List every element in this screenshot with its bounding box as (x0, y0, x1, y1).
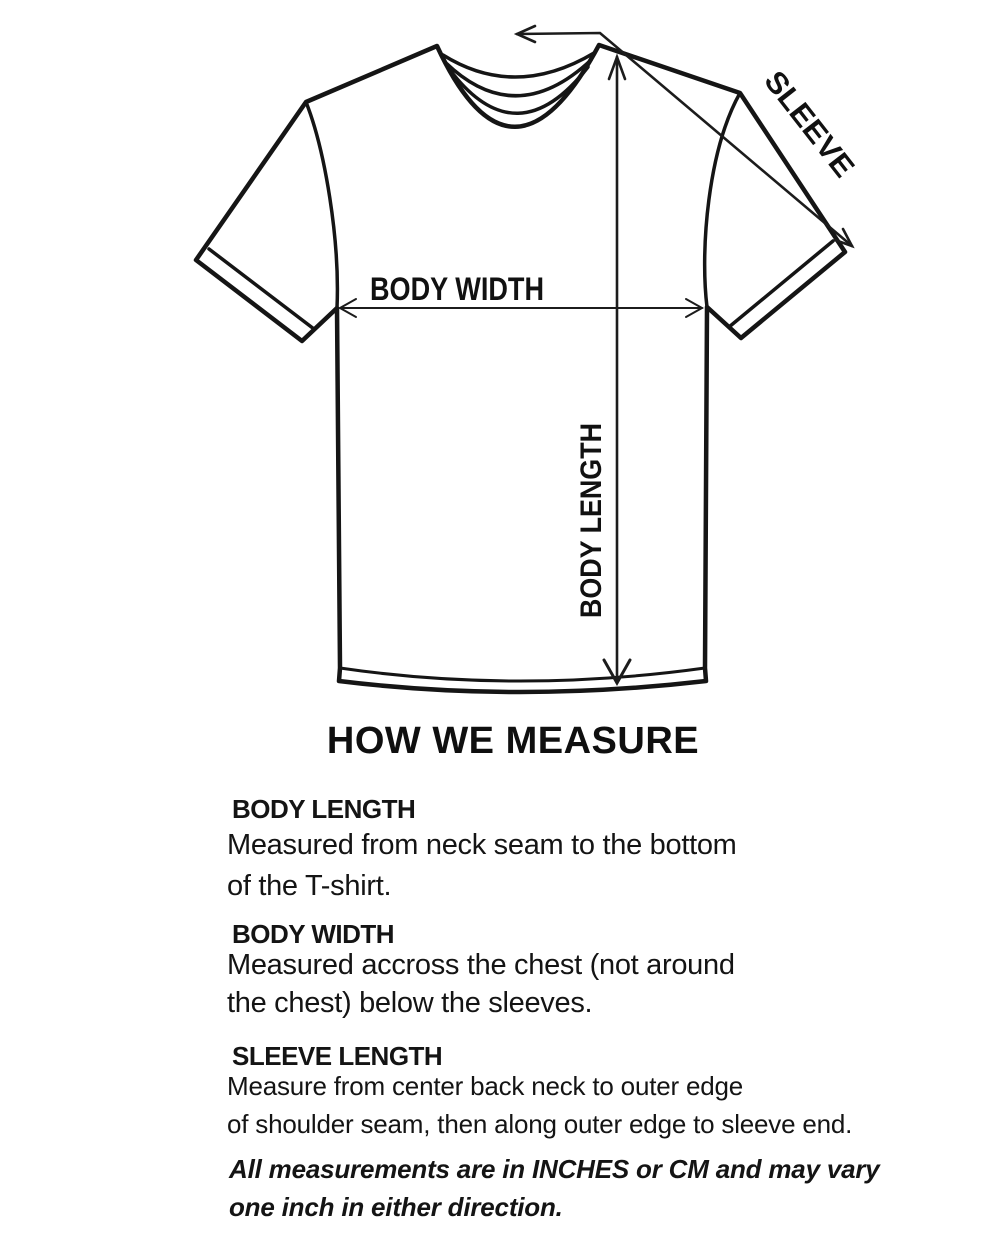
section-sleeve-length-line-2: of shoulder seam, then along outer edge to sleeve end. (227, 1109, 853, 1139)
measurement-note-line-2: one inch in either direction. (229, 1192, 563, 1222)
collar-rib-arc-outer (450, 67, 588, 113)
body-length-label: BODY LENGTH (575, 400, 608, 618)
section-sleeve-length-line-1: Measure from center back neck to outer edge (227, 1071, 744, 1101)
body-width-label: BODY WIDTH (370, 271, 544, 307)
left-armhole-seam (306, 102, 337, 308)
section-heading-sleeve-length: SLEEVE LENGTH (232, 1041, 443, 1071)
section-body-length-line-1: Measured from neck seam to the bottom (227, 829, 737, 861)
section-body-length-line-2: of the T-shirt. (227, 870, 392, 902)
left-cuff-seam (209, 249, 314, 329)
page-title: HOW WE MEASURE (326, 720, 700, 762)
measurement-note-line-1: All measurements are in INCHES or CM and may vary (229, 1154, 880, 1184)
section-body-width-line-2: the chest) below the sleeves. (227, 987, 593, 1019)
tshirt-outline (196, 45, 845, 692)
section-heading-body-width: BODY WIDTH (232, 919, 395, 949)
sleeve-label: SLEEVE (757, 64, 857, 179)
collar-rib-arc-inner (443, 53, 594, 77)
hem-seam (340, 668, 705, 681)
right-cuff-seam (729, 241, 833, 327)
section-heading-body-length: BODY LENGTH (232, 794, 416, 824)
section-body-width-line-1: Measured accross the chest (not around (227, 949, 735, 981)
